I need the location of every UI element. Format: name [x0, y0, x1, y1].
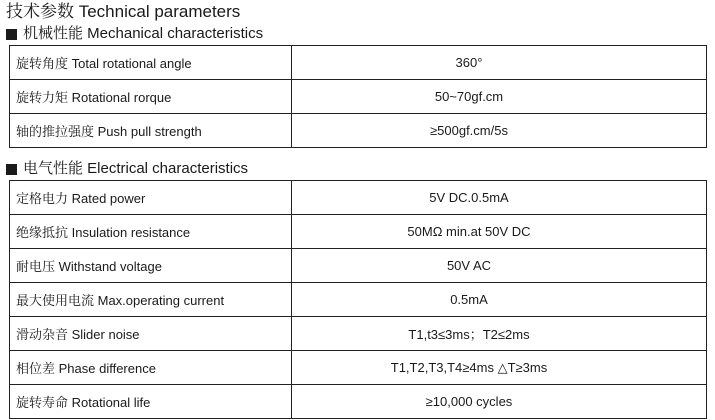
table-row: [10, 283, 707, 317]
square-bullet-icon: [6, 29, 17, 40]
table-row: [10, 215, 707, 249]
section-heading-label: 电气性能 Electrical characteristics: [23, 160, 249, 177]
table-row: [10, 351, 707, 385]
table-row: [10, 80, 707, 114]
row-value: 50~70gf.cm: [292, 80, 707, 114]
row-label: 最大使用电流 Max.operating current: [10, 283, 292, 317]
table-row: [10, 46, 707, 80]
row-value: 50V AC: [292, 249, 707, 283]
row-label: 耐电压 Withstand voltage: [10, 249, 292, 283]
row-value: T1,t3≤3ms；T2≤2ms: [292, 317, 707, 351]
row-value: T1,T2,T3,T4≥4ms △T≥3ms: [292, 351, 707, 385]
row-label: 旋转力矩 Rotational rorque: [10, 80, 292, 114]
section-heading-label: 机械性能 Mechanical characteristics: [23, 25, 264, 42]
table-row: [10, 317, 707, 351]
table-row: [10, 385, 707, 419]
row-value: 360°: [292, 46, 707, 80]
table-row: [10, 249, 707, 283]
mechanical-characteristics-table: [9, 45, 707, 148]
row-label: 旋转角度 Total rotational angle: [10, 46, 292, 80]
row-value: ≥500gf.cm/5s: [292, 114, 707, 148]
square-bullet-icon: [6, 164, 17, 175]
row-value: 0.5mA: [292, 283, 707, 317]
row-label: 相位差 Phase difference: [10, 351, 292, 385]
table-row: [10, 114, 707, 148]
page-title: 技术参数 Technical parameters: [6, 2, 241, 21]
row-value: ≥10,000 cycles: [292, 385, 707, 419]
section-heading-mechanical: [6, 25, 263, 43]
table-row: [10, 181, 707, 215]
row-label: 旋转寿命 Rotational life: [10, 385, 292, 419]
row-label: 滑动杂音 Slider noise: [10, 317, 292, 351]
row-label: 定格电力 Rated power: [10, 181, 292, 215]
row-value: 5V DC.0.5mA: [292, 181, 707, 215]
row-label: 轴的推拉强度 Push pull strength: [10, 114, 292, 148]
electrical-characteristics-table: [9, 180, 707, 419]
section-heading-electrical: [6, 160, 248, 178]
row-value: 50MΩ min.at 50V DC: [292, 215, 707, 249]
row-label: 绝缘抵抗 Insulation resistance: [10, 215, 292, 249]
